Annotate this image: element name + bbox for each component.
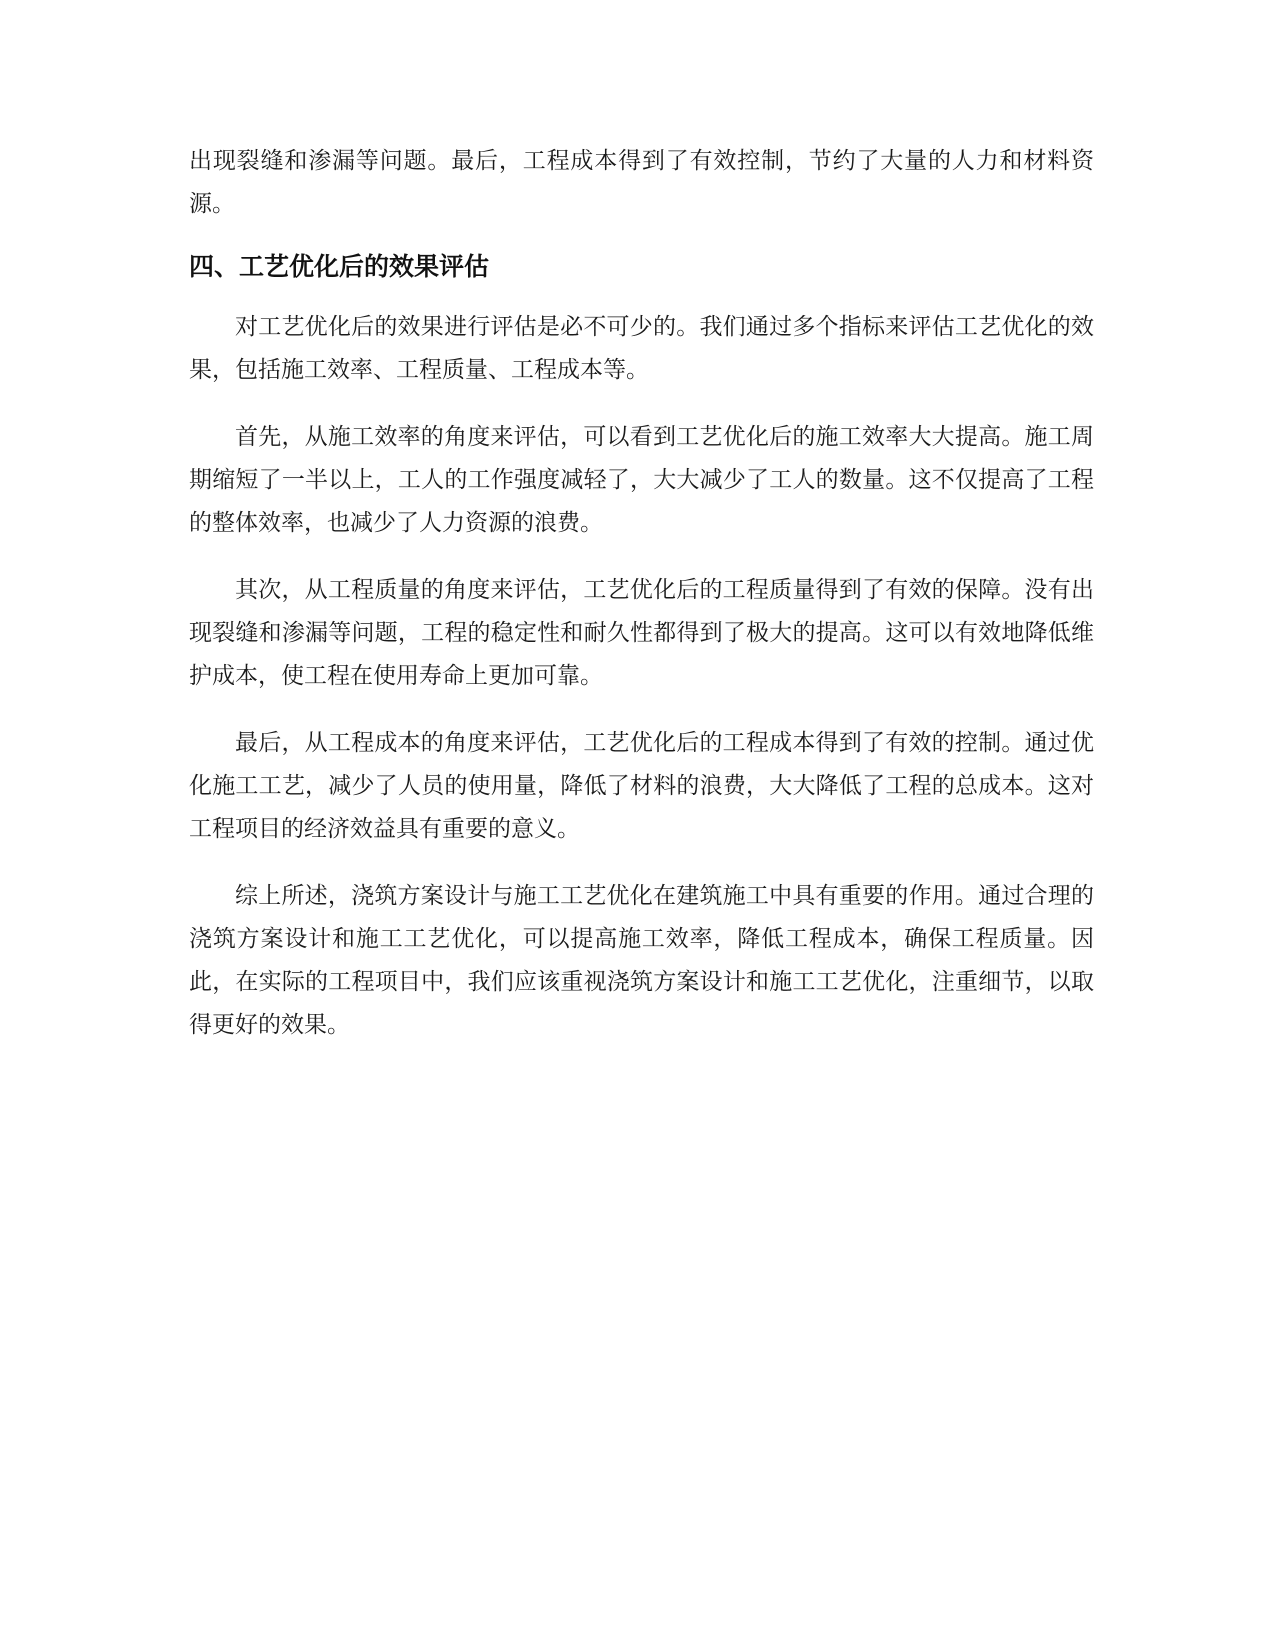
paragraph-quality: 其次，从工程质量的角度来评估，工艺优化后的工程质量得到了有效的保障。没有出现裂缝和渗漏等问题，工程的稳定性和耐久性都得到了极大的提高。这可以有效地降低维护成本，使工程在使用寿命上更加可靠。 bbox=[189, 577, 1094, 689]
paragraph-efficiency: 首先，从施工效率的角度来评估，可以看到工艺优化后的施工效率大大提高。施工周期缩短了一半以上，工人的工作强度减轻了，大大减少了工人的数量。这不仅提高了工程的整体效率，也减少了人力资源的浪费。 bbox=[189, 424, 1094, 536]
paragraph-cost: 最后，从工程成本的角度来评估，工艺优化后的工程成本得到了有效的控制。通过优化施工工艺，减少了人员的使用量，降低了材料的浪费，大大降低了工程的总成本。这对工程项目的经济效益具有重要的意义。 bbox=[189, 730, 1094, 842]
paragraph-conclusion: 综上所述，浇筑方案设计与施工工艺优化在建筑施工中具有重要的作用。通过合理的浇筑方案设计和施工工艺优化，可以提高施工效率，降低工程成本，确保工程质量。因此，在实际的工程项目中，我们应该重视浇筑方案设计和施工工艺优化，注重细节，以取得更好的效果。 bbox=[189, 883, 1094, 1038]
section-heading: 四、工艺优化后的效果评估 bbox=[189, 252, 490, 281]
continuation-paragraph: 出现裂缝和渗漏等问题。最后，工程成本得到了有效控制，节约了大量的人力和材料资源。 bbox=[189, 148, 1094, 217]
document-body bbox=[189, 140, 1094, 1071]
paragraph-evaluation-intro: 对工艺优化后的效果进行评估是必不可少的。我们通过多个指标来评估工艺优化的效果，包括施工效率、工程质量、工程成本等。 bbox=[189, 314, 1094, 383]
